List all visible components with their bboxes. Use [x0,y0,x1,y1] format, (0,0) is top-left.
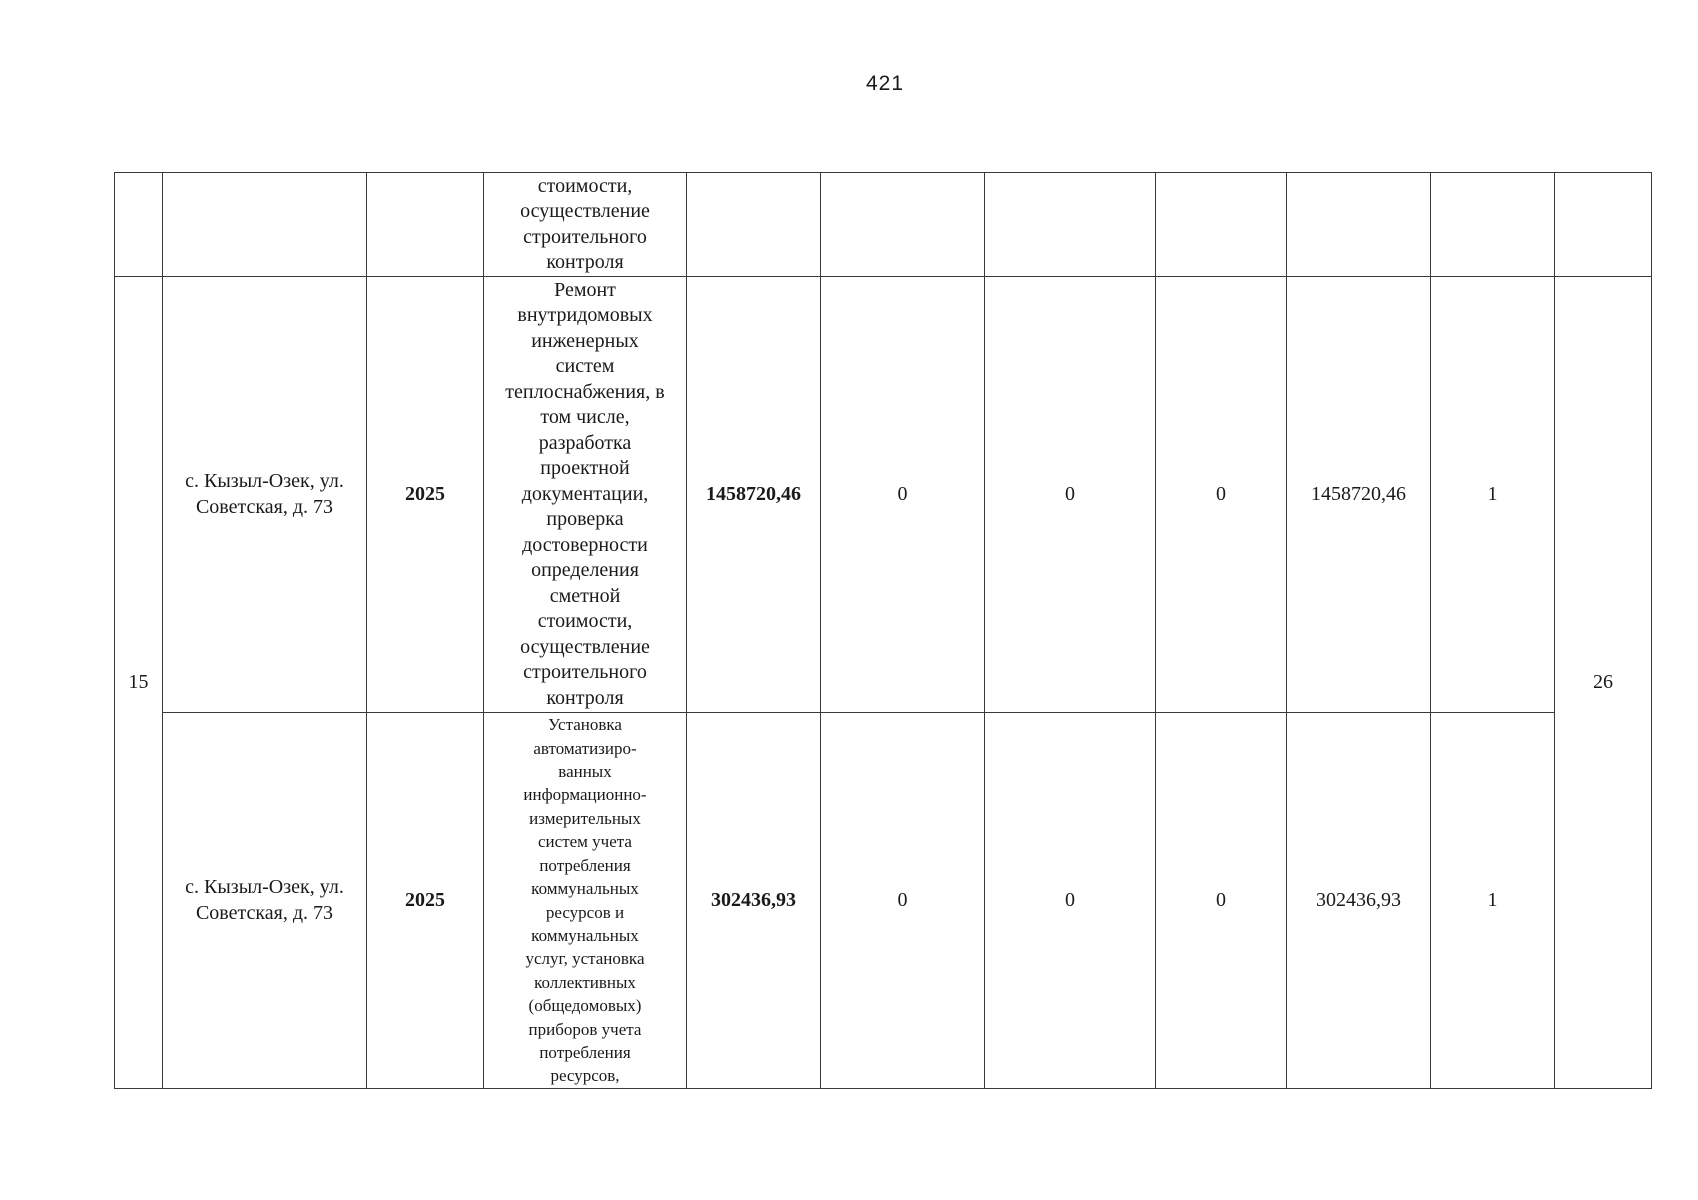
cell-address: с. Кызыл-Озек, ул. Советская, д. 73 [163,277,367,713]
cell-col-d: 1458720,46 [1287,277,1431,713]
table-row [115,277,1652,713]
page-number: 421 [865,72,905,95]
cell-address-empty [163,173,367,277]
works-table [114,172,1652,1089]
cell-address: с. Кызыл-Озек, ул. Советская, д. 73 [163,713,367,1089]
cell-year-empty [367,173,484,277]
cell-col-e: 1 [1431,277,1555,713]
cell-col-a-empty [821,173,985,277]
cell-group-last: 26 [1555,277,1652,1089]
cell-col-e-empty [1431,173,1555,277]
cell-col-b: 0 [985,277,1156,713]
cell-index-empty [115,173,163,277]
cell-col-a: 0 [821,713,985,1089]
cell-total: 1458720,46 [687,277,821,713]
cell-group-index: 15 [115,277,163,1089]
cell-col-b: 0 [985,713,1156,1089]
cell-col-c-empty [1156,173,1287,277]
cell-col-e: 1 [1431,713,1555,1089]
cell-year: 2025 [367,277,484,713]
cell-col-d-empty [1287,173,1431,277]
cell-work-type: стоимости, осуществление строительного контроля [484,173,687,277]
cell-last-empty [1555,173,1652,277]
cell-total-empty [687,173,821,277]
cell-year: 2025 [367,713,484,1089]
cell-work-type: Ремонт внутридомовых инженерных систем теплоснабжения, в том числе, разработка проектной документации, проверка достоверности определения сметной стоимости, осуществление строительного контроля [484,277,687,713]
table-row-continuation [115,173,1652,277]
cell-col-c: 0 [1156,713,1287,1089]
cell-col-b-empty [985,173,1156,277]
cell-total: 302436,93 [687,713,821,1089]
cell-col-a: 0 [821,277,985,713]
cell-col-d: 302436,93 [1287,713,1431,1089]
cell-work-type: Установка автоматизиро- ванных информационно- измерительных систем учета потребления коммунальных ресурсов и коммунальных услуг, установка коллективных (общедомовых) приборов учета потребления ресурсов, [484,713,687,1089]
cell-col-c: 0 [1156,277,1287,713]
table-row [115,713,1652,1089]
